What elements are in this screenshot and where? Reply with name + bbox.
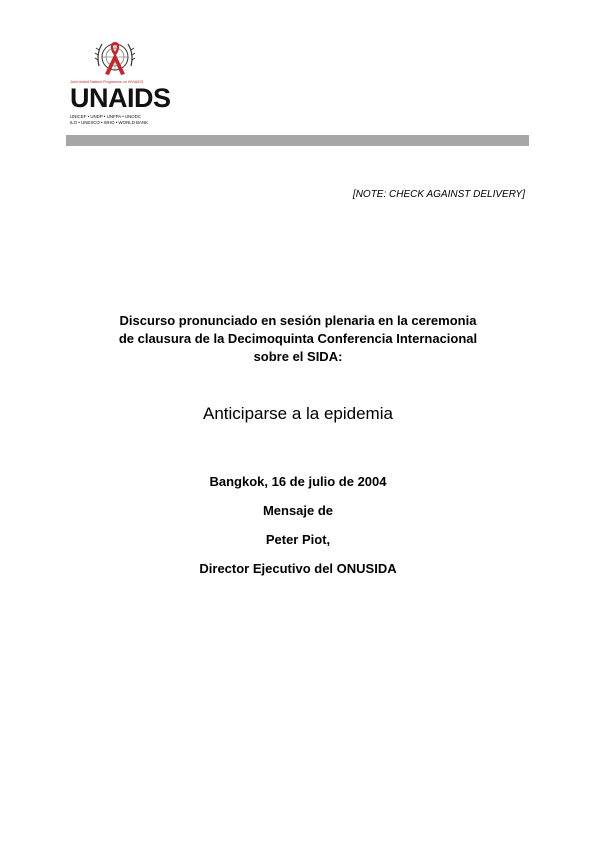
un-emblem-red-ribbon-icon [90,36,140,80]
speech-heading [60,312,536,366]
logo-wordmark: UNAIDS [70,83,171,113]
place-date: Bangkok, 16 de julio de 2004 [209,474,387,489]
message-label: Mensaje de [262,503,334,518]
heading-line: sobre el SIDA: [253,349,343,364]
delivery-note: [NOTE: CHECK AGAINST DELIVERY] [352,189,525,200]
heading-line: de clausura de la Decimoquinta Conferencia Internacional [118,331,478,346]
logo-partners [70,114,170,126]
logo-partners-line: ILO • UNESCO • WHO • WORLD BANK [70,120,149,125]
speaker-role: Director Ejecutivo del ONUSIDA [199,561,397,576]
speech-title: Anticiparse a la epidemia [203,404,393,423]
speaker-name: Peter Piot, [265,532,331,547]
speech-details [0,467,596,583]
logo-tagline: Joint United Nations Programme on HIV/AIDS [70,80,144,84]
header-rule [66,135,529,146]
heading-line: Discurso pronunciado en sesión plenaria en la ceremonia [119,313,477,328]
unaids-logo [70,36,170,131]
logo-partners-line: UNICEF • UNDP • UNFPA • UNODC [70,114,142,119]
